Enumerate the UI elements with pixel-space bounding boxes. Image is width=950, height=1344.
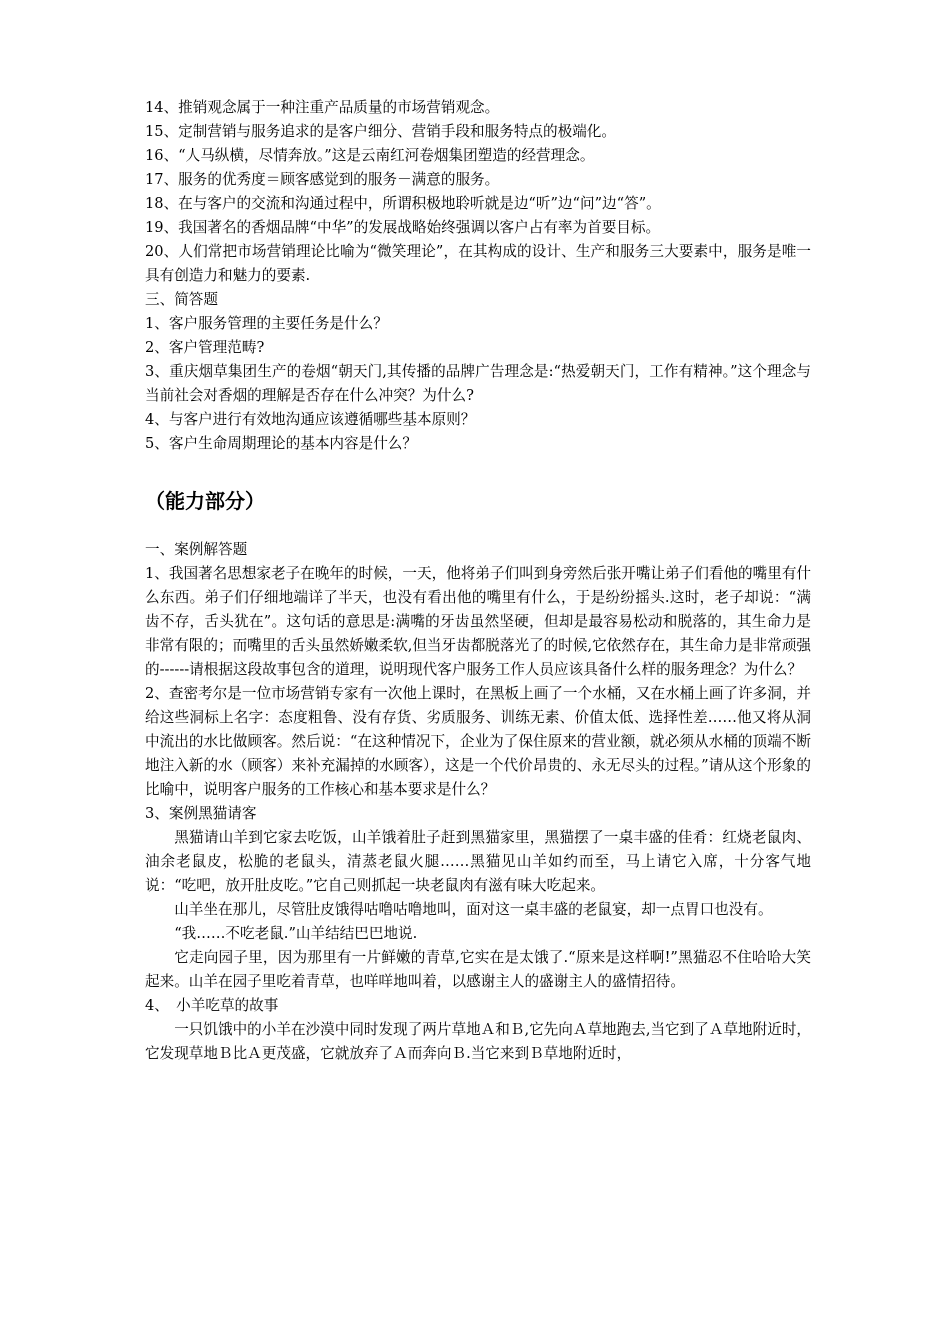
judgement-item-20: 20、人们常把市场营销理论比喻为“微笑理论”，在其构成的设计、生产和服务三大要素中，服务是唯一具有创造力和魅力的要素.: [145, 243, 811, 284]
judgement-item-14: 14、推销观念属于一种注重产品质量的市场营销观念。: [145, 99, 500, 116]
ability-section-title: （能力部分）: [145, 489, 265, 513]
case-3-paragraph-3: “我……不吃老鼠.”山羊结结巴巴地说.: [174, 925, 418, 942]
judgement-item-19: 19、我国著名的香烟品牌“中华”的发展战略始终强调以客户占有率为首要目标。: [145, 219, 661, 236]
case-2-text: 2、查密考尔是一位市场营销专家有一次他上课时，在黑板上画了一个水桶，又在水桶上画了许多洞，并给这些洞标上名字：态度粗鲁、没有存货、劣质服务、训练无素、价值太低、选择性差……他又将从洞中流出的水比做顾客。然后说：“在这种情况下，企业为了保住原来的营业额，就必须从水桶的顶端不断地注入新的水（顾客）来补充漏掉的水顾客），这是一个代价昂贵的、永无尽头的过程。”请从这个形象的比喻中，说明客户服务的工作核心和基本要求是什么？: [145, 685, 812, 798]
judgement-item-16: 16、“人马纵横，尽情奔放。”这是云南红河卷烟集团塑造的经营理念。: [145, 147, 595, 164]
short-answer-item-3: 3、重庆烟草集团生产的卷烟“朝天门,其传播的品牌广告理念是:“热爱朝天门，工作有精神。”这个理念与当前社会对香烟的理解是否存在什么冲突？为什么?: [145, 363, 811, 404]
case-3-paragraph-2: 山羊坐在那儿，尽管肚皮饿得咕噜咕噜地叫，面对这一桌丰盛的老鼠宴，却一点胃口也没有。: [174, 901, 773, 918]
case-4-heading: 4、 小羊吃草的故事: [145, 997, 279, 1014]
case-section-heading: 一、案例解答题: [145, 541, 248, 558]
case-4-paragraph-1: 一只饥饿中的小羊在沙漠中同时发现了两片草地Ａ和Ｂ,它先向Ａ草地跑去,当它到了Ａ草地附近时，它发现草地Ｂ比Ａ更茂盛，它就放弃了Ａ而奔向Ｂ.当它来到Ｂ草地附近时，: [145, 1021, 812, 1062]
judgement-item-17: 17、服务的优秀度＝顾客感觉到的服务－满意的服务。: [145, 171, 500, 188]
judgement-item-15: 15、定制营销与服务追求的是客户细分、营销手段和服务特点的极端化。: [145, 123, 616, 140]
short-answer-heading: 三、简答题: [145, 291, 218, 308]
case-3-paragraph-1: 黑猫请山羊到它家去吃饭，山羊饿着肚子赶到黑猫家里，黑猫摆了一桌丰盛的佳肴：红烧老鼠肉、油余老鼠皮，松脆的老鼠头，清蒸老鼠火腿……黑猫见山羊如约而至，马上请它入席，十分客气地说：“吃吧，放开肚皮吃。”它自己则抓起一块老鼠肉有滋有味大吃起来。: [145, 829, 811, 894]
short-answer-item-1: 1、客户服务管理的主要任务是什么？: [145, 315, 388, 332]
case-3-paragraph-4: 它走向园子里，因为那里有一片鲜嫩的青草,它实在是太饿了.“原来是这样啊!”黑猫忍不住哈哈大笑起来。山羊在园子里吃着青草，也咩咩地叫着，以感谢主人的盛谢主人的盛情招待。: [145, 949, 811, 990]
short-answer-item-5: 5、客户生命周期理论的基本内容是什么？: [145, 435, 417, 452]
case-3-heading: 3、案例黑猫请客: [145, 805, 257, 822]
page-content: [145, 96, 811, 1066]
short-answer-item-2: 2、客户管理范畴?: [145, 339, 265, 356]
judgement-item-18: 18、在与客户的交流和沟通过程中，所谓积极地聆听就是边“听”边“问”边“答”。: [145, 195, 661, 212]
short-answer-item-4: 4、与客户进行有效地沟通应该遵循哪些基本原则？: [145, 411, 476, 428]
case-1-text: 1、我国著名思想家老子在晚年的时候，一天，他将弟子们叫到身旁然后张开嘴让弟子们看他的嘴里有什么东西。弟子们仔细地端详了半天，也没有看出他的嘴里有什么，于是纷纷摇头.这时，老子却说：“满齿不存，舌头犹在”。这句话的意思是:满嘴的牙齿虽然坚硬，但却是最容易松动和脱落的，其生命力是非常有限的；而嘴里的舌头虽然娇嫩柔软,但当牙齿都脱落光了的时候,它依然存在，其生命力是非常顽强的------请根据这段故事包含的道理，说明现代客户服务工作人员应该具备什么样的服务理念？为什么？: [145, 565, 812, 678]
